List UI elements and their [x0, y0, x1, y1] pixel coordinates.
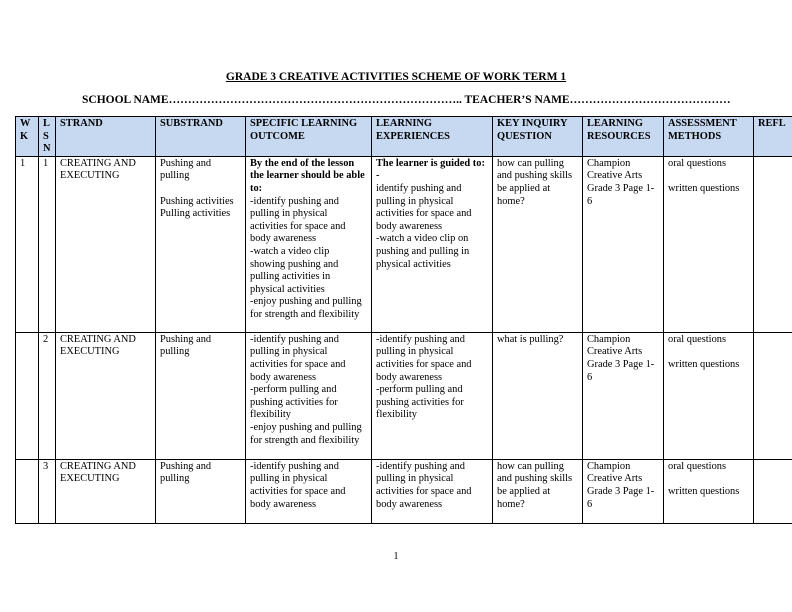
table-row [16, 156, 792, 332]
assessment-item: oral questions [668, 460, 727, 472]
header-reflection: REFL [754, 117, 792, 157]
cell-substrand: Pushing and pulling [156, 332, 246, 459]
cell-experiences [372, 156, 493, 332]
cell-question: how can pulling and pushing skills be applied at home? [493, 156, 583, 332]
cell-substrand [156, 156, 246, 332]
header-row [16, 117, 792, 157]
assessment-item: written questions [668, 182, 740, 194]
cell-question: what is pulling? [493, 332, 583, 459]
cell-strand: CREATING AND EXECUTING [56, 459, 156, 523]
header-substrand: SUBSTRAND [156, 117, 246, 157]
outcome-item: -identify pushing and pulling in physical activities for space and body awareness [250, 195, 346, 245]
assessment-item: written questions [668, 358, 740, 370]
experience-item: -watch a video clip on pushing and pulling in physical activities [376, 233, 470, 270]
assessment-item: oral questions [668, 333, 727, 345]
substrand-text: Pushing and pulling [160, 157, 212, 182]
experiences-intro: The learner is guided to: - [376, 157, 485, 182]
cell-assessment [664, 332, 754, 459]
cell-experiences [372, 332, 493, 459]
header-lsn: L S N [39, 117, 56, 157]
document-title [0, 71, 792, 83]
cell-lsn: 1 [39, 156, 56, 332]
cell-wk: 1 [16, 156, 39, 332]
table-row [16, 459, 792, 523]
experience-item: identify pushing and pulling in physical activities for space and body awareness [376, 182, 472, 232]
outcome-item: -watch a video clip showing pushing and pulling activities in physical activities [250, 245, 339, 295]
cell-question: how can pulling and pushing skills be applied at home? [493, 459, 583, 523]
cell-assessment [664, 459, 754, 523]
scheme-of-work-table [15, 116, 792, 524]
cell-resources: Champion Creative Arts Grade 3 Page 1-6 [583, 459, 664, 523]
cell-strand: CREATING AND EXECUTING [56, 156, 156, 332]
cell-lsn: 3 [39, 459, 56, 523]
cell-lsn: 2 [39, 332, 56, 459]
header-outcome: SPECIFIC LEARNING OUTCOME [246, 117, 372, 157]
cell-experiences [372, 459, 493, 523]
cell-reflection [754, 332, 792, 459]
outcome-item: -perform pulling and pushing activities for flexibility [250, 384, 338, 421]
cell-reflection [754, 459, 792, 523]
outcome-item: -identify pushing and pulling in physical activities for space and body awareness [250, 460, 346, 510]
assessment-item: oral questions [668, 157, 727, 169]
cell-assessment [664, 156, 754, 332]
header-experiences: LEARNING EXPERIENCES [372, 117, 493, 157]
header-question: KEY INQUIRY QUESTION [493, 117, 583, 157]
header-assessment: ASSESSMENT METHODS [664, 117, 754, 157]
experience-item: -identify pushing and pulling in physical activities for space and body awareness [376, 460, 472, 510]
outcome-item: -enjoy pushing and pulling for strength and flexibility [250, 296, 362, 320]
substrand-text: Pulling activities [160, 208, 231, 220]
cell-resources: Champion Creative Arts Grade 3 Page 1-6 [583, 156, 664, 332]
cell-wk [16, 332, 39, 459]
cell-wk [16, 459, 39, 523]
outcome-item: -enjoy pushing and pulling for strength and flexibility [250, 421, 362, 446]
cell-outcome [246, 156, 372, 332]
substrand-text: Pushing activities [160, 195, 234, 207]
outcome-item: -identify pushing and pulling in physical activities for space and body awareness [250, 333, 346, 383]
cell-strand: CREATING AND EXECUTING [56, 332, 156, 459]
cell-substrand: Pushing and pulling [156, 459, 246, 523]
table-row [16, 332, 792, 459]
cell-outcome [246, 459, 372, 523]
title-text: GRADE 3 CREATIVE ACTIVITIES SCHEME OF WORK TERM 1 [225, 71, 567, 83]
cell-reflection [754, 156, 792, 332]
header-strand: STRAND [56, 117, 156, 157]
header-resources: LEARNING RESOURCES [583, 117, 664, 157]
school-teacher-line: SCHOOL NAME………………………………………………………………….. TEACHER’S NAME…………………………………… [82, 94, 731, 106]
page-number: 1 [393, 551, 399, 562]
header-wk: W K [16, 117, 39, 157]
experience-item: -identify pushing and pulling in physical activities for space and body awareness [376, 333, 472, 383]
experience-item: -perform pulling and pushing activities for flexibility [376, 384, 464, 421]
assessment-item: written questions [668, 485, 740, 497]
outcome-intro: By the end of the lesson the learner should be able to: [250, 157, 365, 194]
cell-resources: Champion Creative Arts Grade 3 Page 1-6 [583, 332, 664, 459]
cell-outcome [246, 332, 372, 459]
